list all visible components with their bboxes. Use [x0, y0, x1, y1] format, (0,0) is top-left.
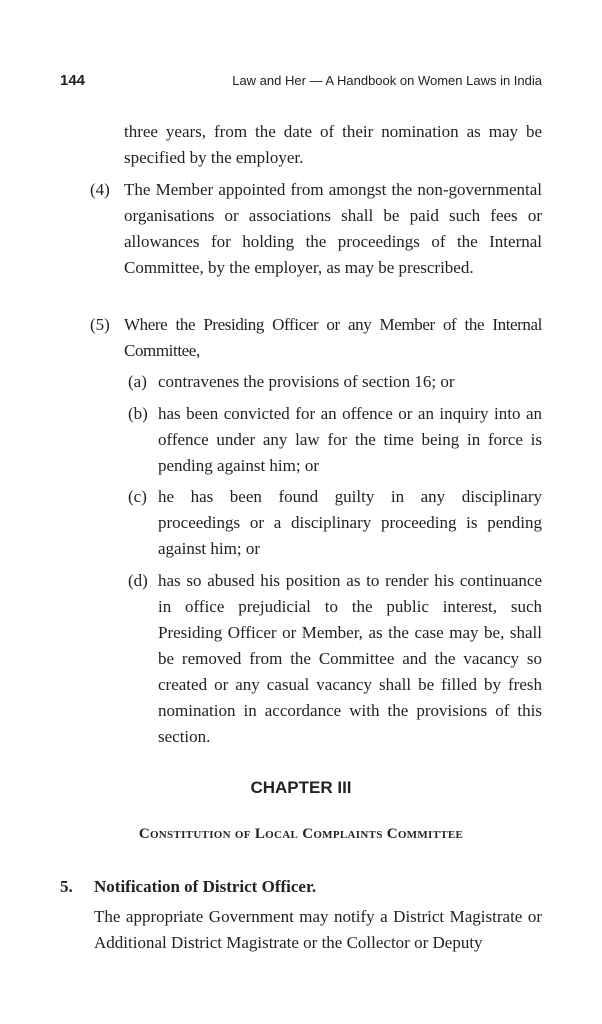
clause-number: (4): [90, 180, 110, 199]
section-number: 5.: [60, 877, 73, 896]
subclause-number: (a): [128, 372, 147, 391]
section-text: The appropriate Government may notify a District Magistrate or Additional District Magistrate or the Collector or Deputy: [94, 907, 542, 952]
subclause-number: (d): [128, 571, 148, 590]
page-number: 144: [60, 72, 86, 89]
continuation-text: three years, from the date of their nomination as may be specified by the employer.: [124, 122, 542, 167]
chapter-subtitle: Constitution of Local Complaints Committee: [138, 826, 464, 842]
subclause-text: contravenes the provisions of section 16; or: [158, 372, 455, 391]
running-title: Law and Her — A Handbook on Women Laws in India: [232, 73, 542, 88]
subclause-number: (b): [128, 404, 148, 423]
clause-number: (5): [90, 315, 110, 334]
page-header: [60, 72, 542, 92]
subclause-text: has been convicted for an offence or an inquiry into an offence under any law for the time being in force is pending against him; or: [158, 404, 542, 475]
subclause-text: he has been found guilty in any disciplinary proceedings or a disciplinary proceeding is pending against him; or: [158, 487, 542, 558]
subclause-number: (c): [128, 487, 147, 506]
clause-text: Where the Presiding Officer or any Member of the Internal Committee,: [124, 315, 542, 360]
chapter-title: CHAPTER III: [250, 778, 352, 797]
subclause-text: has so abused his position as to render his continuance in office prejudicial to the public interest, such Presiding Officer or Member, as the case may be, shall be removed from the Committee and the vacancy so created or any casual vacancy shall be filled by fresh nomination in accordance with the provisions of this section.: [158, 571, 542, 746]
section-heading: Notification of District Officer.: [94, 877, 317, 896]
clause-text: The Member appointed from amongst the non-governmental organisations or associations shall be paid such fees or allowances for holding the proceedings of the Internal Committee, by the employer, as may be prescribed.: [124, 180, 542, 277]
